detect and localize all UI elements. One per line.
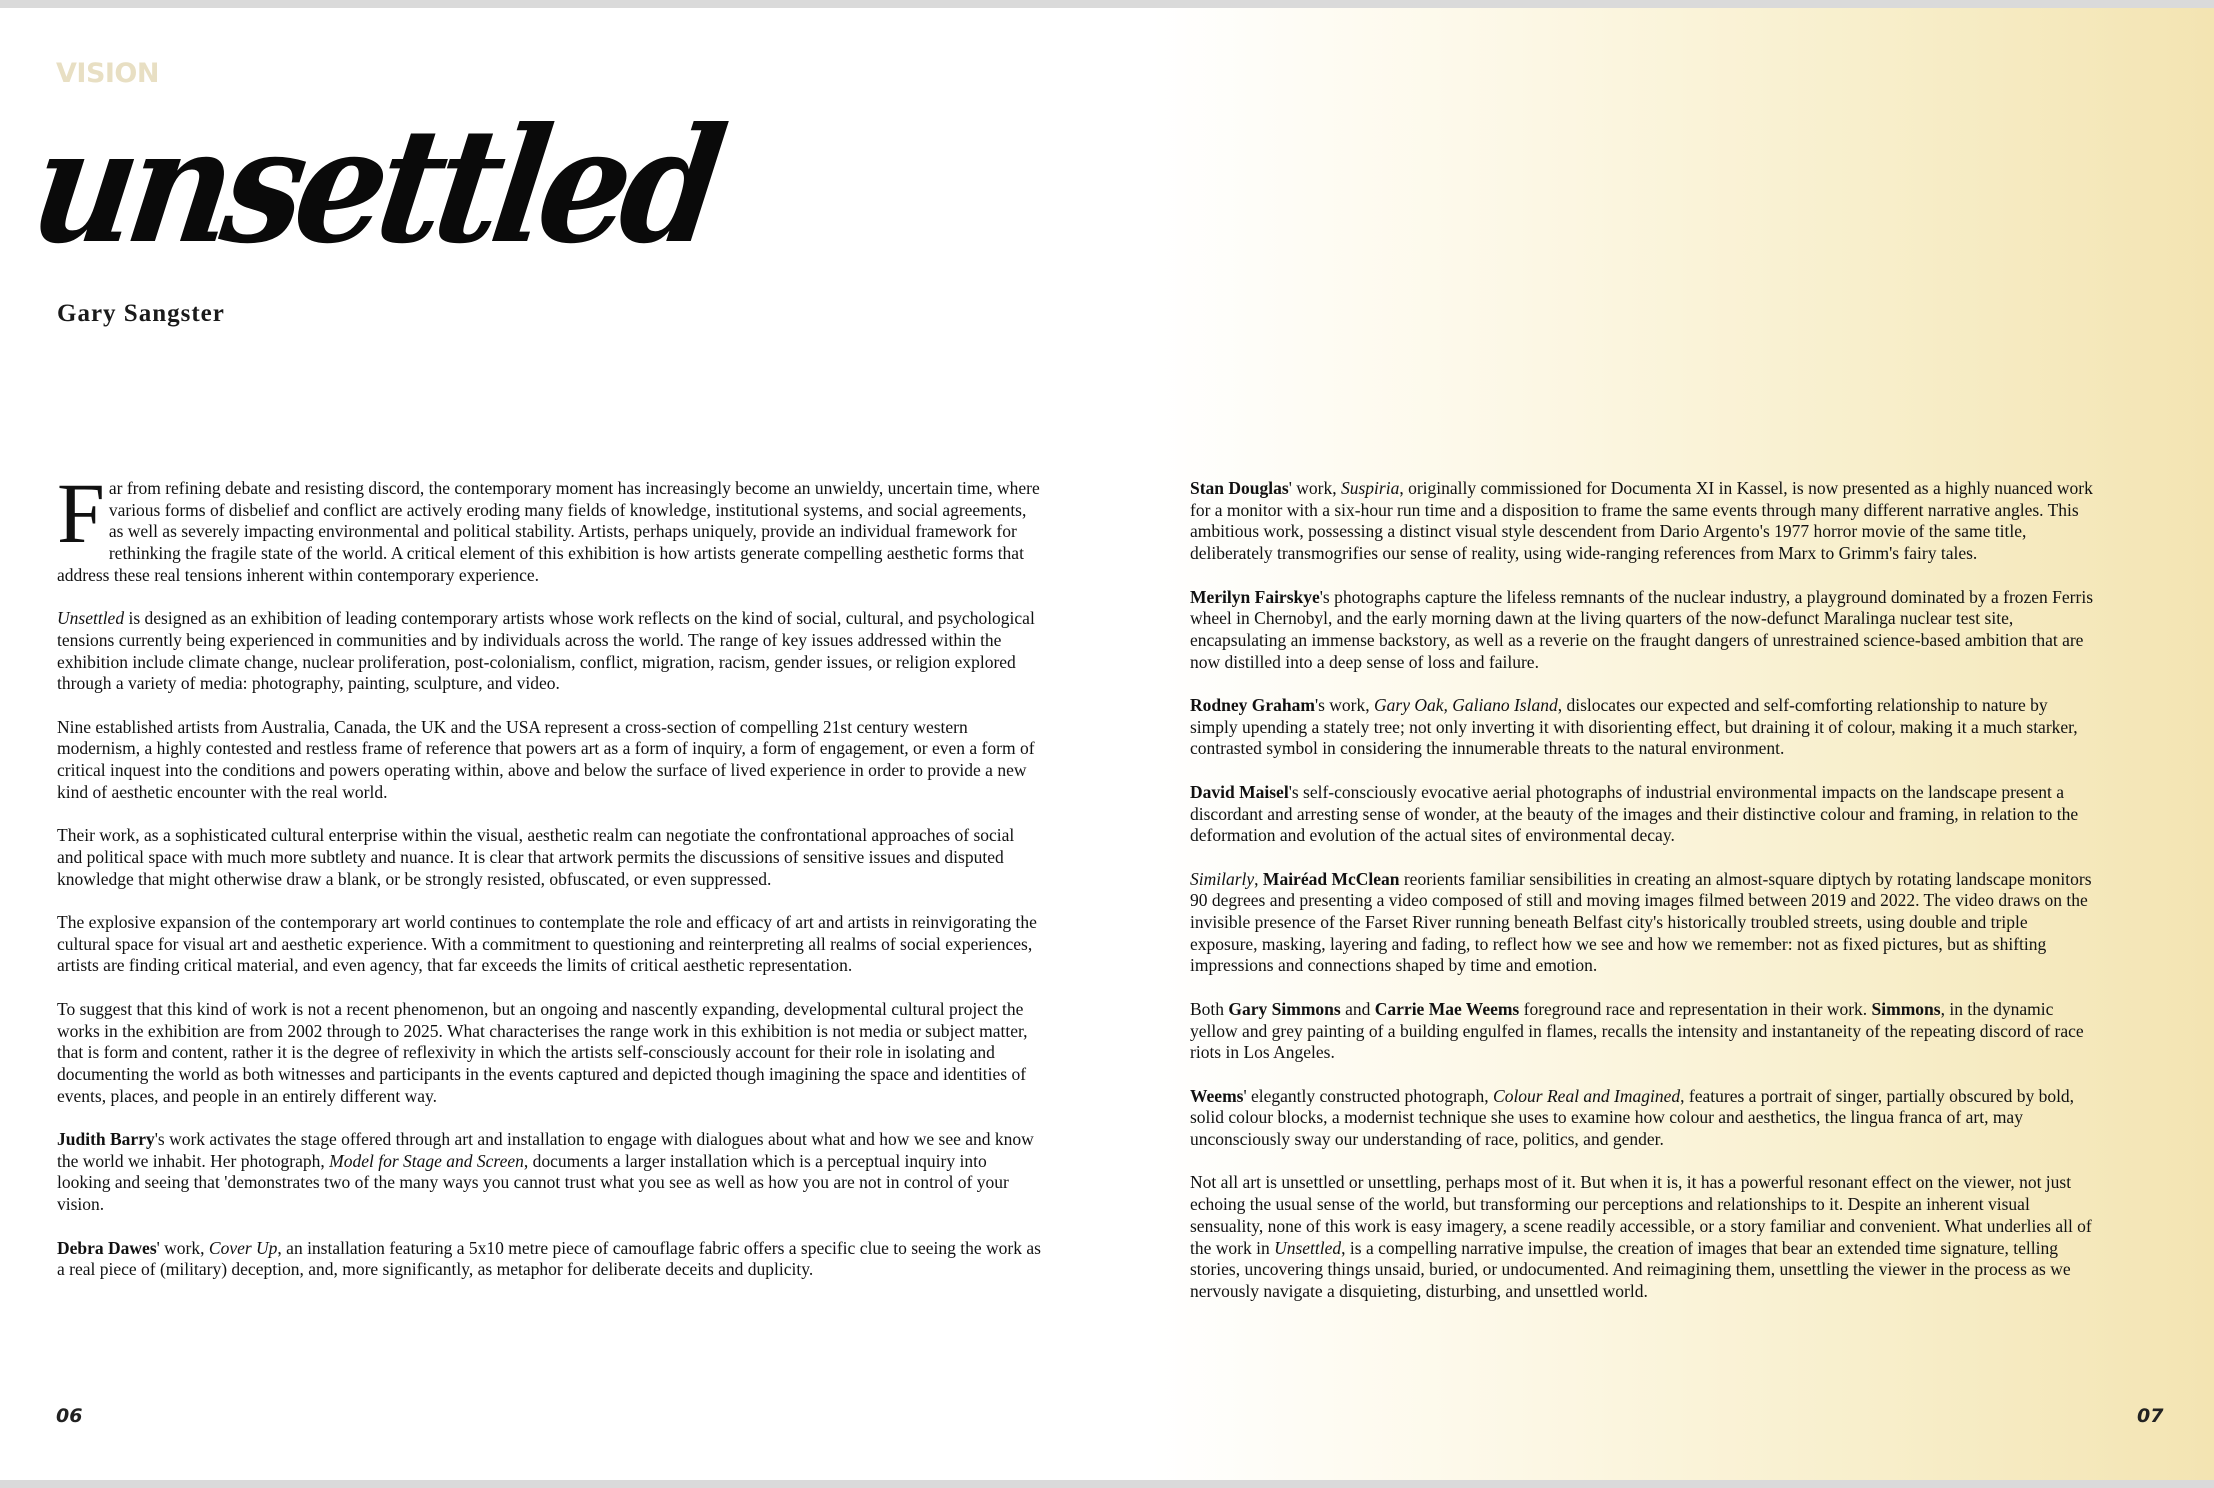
paragraph-stan-douglas <box>1190 478 2095 565</box>
artist-name: Simmons <box>1871 998 1941 1019</box>
paragraph-debra-dawes <box>57 1238 1042 1281</box>
artist-name: Weems <box>1190 1085 1244 1106</box>
paragraph-merilyn-fairskye <box>1190 587 2095 674</box>
paragraph-text: ar from refining debate and resisting discord, the contemporary moment has increasingly become an unwieldy, uncertain time, where various forms of disbelief and conflict are actively eroding many fields of knowledge, institutional systems, and social agreements, as well as severely impacting environmental and political stability. Artists, perhaps uniquely, provide an individual framework for rethinking the fragile state of the world. A critical element of this exhibition is how artists generate compelling aesthetic forms that address these real tensions inherent within contemporary experience. <box>57 478 1040 585</box>
paragraph-mairead-mcclean <box>1190 869 2095 978</box>
page-number-left: 06 <box>56 1405 83 1427</box>
artist-name: Merilyn Fairskye <box>1190 586 1320 607</box>
paragraph-text: is designed as an exhibition of leading contemporary artists whose work reflects on the kind of social, cultural, and psychological tensions currently being experienced in communities and by individuals across the world. The range of key issues addressed within the exhibition include climate change, nuclear proliferation, post-colonialism, conflict, migration, racism, gender issues, or religion explored through a variety of media: photography, painting, sculpture, and video. <box>57 608 1035 694</box>
artwork-title: Suspiria <box>1340 478 1400 498</box>
paragraph <box>57 608 1042 695</box>
paragraph-text: and <box>1340 998 1375 1019</box>
exhibition-title: Unsettled <box>57 608 125 629</box>
paragraph-judith-barry <box>57 1129 1042 1216</box>
paragraph-conclusion <box>1190 1172 2095 1302</box>
paragraph-rodney-graham <box>1190 695 2095 760</box>
paragraph: The explosive expansion of the contemporary art world continues to contemplate the role and efficacy of art and artists in reinvigorating the cultural space for visual art and aesthetic experience. With a commitment to questioning and reinterpreting all realms of social experiences, artists are finding critical material, and even agency, that far exceeds the limits of critical aesthetic representation. <box>57 912 1037 976</box>
artwork-title: Cover Up <box>208 1237 278 1258</box>
artwork-title: Gary Oak, Galiano Island <box>1374 695 1558 715</box>
artist-name: Stan Douglas <box>1190 478 1289 498</box>
paragraph: To suggest that this kind of work is not a recent phenomenon, but an ongoing and nascently expanding, developmental cultural project the works in the exhibition are from 2002 through to 2025. What characterises the range work in this exhibition is not media or subject matter, that is form and content, rather it is the degree of reflexivity in which the artists self-consciously account for their role in isolating and documenting the world as both witnesses and participants in the events captured and depicted though imagining the space and identities of events, places, and people in an entirely different way. <box>57 998 1028 1106</box>
paragraph-david-maisel <box>1190 782 2095 847</box>
viewer-top-edge <box>0 0 2214 8</box>
artist-name: Mairéad McClean <box>1262 868 1400 889</box>
artist-name: David Maisel <box>1190 781 1289 802</box>
paragraph-text: ' elegantly constructed photograph, <box>1243 1085 1494 1106</box>
paragraph-text: ' work, <box>1288 478 1341 498</box>
artist-name: Judith Barry <box>57 1129 155 1149</box>
paragraph-text: , <box>1254 868 1263 889</box>
viewer-bottom-edge <box>0 1480 2214 1488</box>
paragraph-text: , is a compelling narrative impulse, the creation of images that bear an extended time signature, telling stories, uncovering things unsaid, buried, or undocumented. And reimagining them, unsettling the viewer in the process as we nervously navigate a disquieting, disturbing, and unsettled world. <box>1190 1237 2071 1301</box>
left-column <box>57 465 1042 1281</box>
artist-name: Gary Simmons <box>1228 998 1341 1019</box>
article-headline: unsettled <box>21 94 728 279</box>
exhibition-title: Unsettled <box>1274 1237 1342 1258</box>
paragraph-text: Both <box>1190 998 1229 1019</box>
paragraph-weems <box>1190 1086 2095 1151</box>
artist-name: Rodney Graham <box>1190 695 1315 715</box>
paragraph-simmons-weems <box>1190 999 2095 1064</box>
paragraph-text: 's photographs capture the lifeless remnants of the nuclear industry, a playground dominated by a frozen Ferris wheel in Chernobyl, and the early morning dawn at the living quarters of the now-defunct Maralinga nuclear test site, encapsulating an immense backstory, as well as a reverie on the fraught dangers of unrestrained science-based ambition that are now distilled into a deep sense of loss and failure. <box>1190 586 2094 672</box>
article-author: Gary Sangster <box>57 300 225 327</box>
paragraph-text: , an installation featuring a 5x10 metre piece of camouflage fabric offers a specific clue to seeing the work as a real piece of (military) deception, and, more significantly, as metaphor for deliberate deceits and duplicity. <box>57 1237 1041 1280</box>
paragraph-text: 's work, <box>1314 695 1374 715</box>
paragraph-text: , in the dynamic yellow and grey painting of a building engulfed in flames, recalls the intensity and instantaneity of the repeating discord of race riots in Los Angeles. <box>1190 998 2084 1063</box>
paragraph-text: , dislocates our expected and self-comforting relationship to nature by simply upending a stately tree; not only inverting it with disorienting effect, but draining it of colour, making it a much starker, contrasted symbol in considering the innumerable threats to the natural environment. <box>1190 695 2078 759</box>
paragraph-text: , originally commissioned for Documenta XI in Kassel, is now presented as a highly nuanced work for a monitor with a six-hour run time and a disposition to frame the same events through many different narrative angles. This ambitious work, possessing a distinct visual style descendent from Dario Argento's 1977 horror movie of the same title, deliberately transmogrifies our sense of reality, using wide-ranging references from Marx to Grimm's fairy tales. <box>1190 478 2093 564</box>
paragraph-text: ' work, <box>156 1237 209 1258</box>
drop-cap: F <box>57 465 105 561</box>
page-number-right: 07 <box>2137 1405 2164 1427</box>
paragraph: Nine established artists from Australia, Canada, the UK and the USA represent a cross-section of compelling 21st century western modernism, a highly contested and restless frame of reference that powers art as a form of inquiry, a form of engagement, or even a form of critical inquest into the conditions and powers operating within, above and below the surface of lived experience in order to provide a new kind of aesthetic encounter with the real world. <box>57 716 1035 802</box>
paragraph-text: Not all art is unsettled or unsettling, perhaps most of it. But when it is, it has a powerful resonant effect on the viewer, not just echoing the usual sense of the world, but transforming our perceptions and relationships to it. Despite an inherent visual sensuality, none of this work is easy imagery, a scene readily accessible, or a story familiar and convenient. What underlies all of the work in <box>1190 1172 2092 1258</box>
lead-word: Similarly <box>1190 868 1255 889</box>
paragraph-text: 's self-consciously evocative aerial photographs of industrial environmental impacts on the landscape present a discordant and arresting sense of wonder, at the beauty of the images and their distinctive colour and framing, in relation to the deformation and evolution of the actual sites of environmental decay. <box>1190 781 2079 846</box>
right-column <box>1190 478 2095 1303</box>
artist-name: Carrie Mae Weems <box>1374 998 1520 1019</box>
paragraph: Their work, as a sophisticated cultural enterprise within the visual, aesthetic realm can negotiate the confrontational approaches of social and political space with much more subtlety and nuance. It is clear that artwork permits the discussions of sensitive issues and disputed knowledge that might otherwise draw a blank, or be strongly resisted, obfuscated, or even suppressed. <box>57 825 1015 889</box>
paragraph-text: reorients familiar sensibilities in creating an almost-square diptych by rotating landscape monitors 90 degrees and presenting a video composed of still and moving images filmed between 2019 and 2022. The video draws on the invisible presence of the Farset River running beneath Belfast city's historically troubled streets, using double and triple exposure, masking, layering and fading, to reflect how we see and how we remember: not as fixed pictures, but as shifting impressions and connections shaped by time and emotion. <box>1190 868 2092 976</box>
artwork-title: Colour Real and Imagined <box>1493 1085 1681 1106</box>
paragraph-text: 's work activates the stage offered through art and installation to engage with dialogues about what and how we see and know the world we inhabit. Her photograph, <box>57 1129 1034 1171</box>
paragraph-text: , features a portrait of singer, partially obscured by bold, solid colour blocks, a modernist technique she uses to examine how colour and aesthetics, the lingua franca of art, may unconsciously sway our understanding of race, politics, and gender. <box>1190 1085 2075 1149</box>
artist-name: Debra Dawes <box>57 1237 157 1258</box>
paragraph-intro <box>57 465 1042 587</box>
section-label: VISION <box>56 58 159 89</box>
paragraph-text: , documents a larger installation which is a perceptual inquiry into looking and seeing that 'demonstrates two of the many ways you cannot trust what you see as well as how you are not in control of your vision. <box>57 1150 1009 1215</box>
artwork-title: Model for Stage and Screen <box>329 1150 524 1171</box>
paragraph-text: foreground race and representation in their work. <box>1519 998 1872 1019</box>
